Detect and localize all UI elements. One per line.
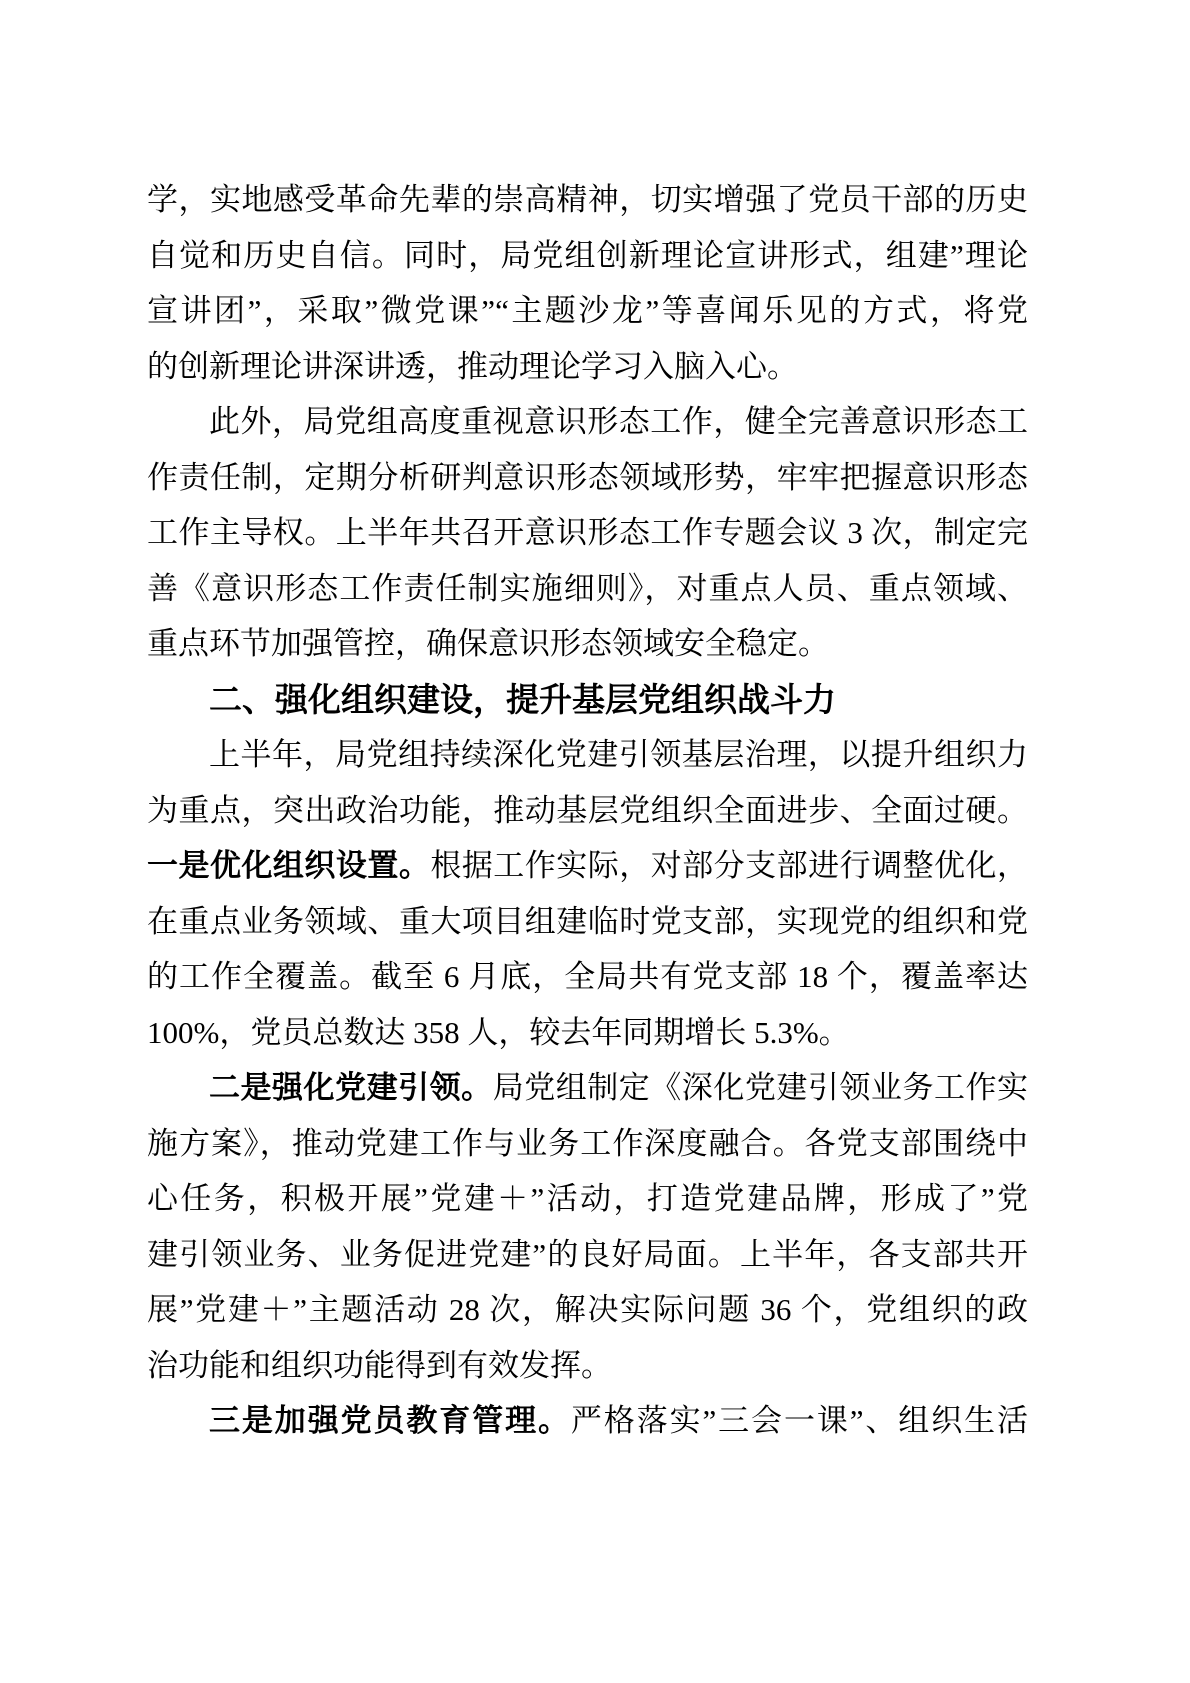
text-line — [147, 228, 1028, 284]
text-line — [147, 838, 1028, 894]
text-segment: 展”党建＋”主题活动 28 次，解决实际问题 36 个，党组织的政 — [147, 1292, 1028, 1327]
text-line — [147, 1060, 1028, 1116]
text-segment: 治功能和组织功能得到有效发挥。 — [147, 1347, 612, 1383]
bold-run-text: 二、强化组织建设，提升基层党组织战斗力 — [209, 680, 836, 718]
bold-run-text: 二是强化党建引领。 — [209, 1070, 493, 1105]
text-segment: 建引领业务、业务促进党建”的良好局面。上半年，各支部共开 — [147, 1236, 1028, 1272]
text-segment: 作责任制，定期分析研判意识形态领域形势，牢牢把握意识形态 — [147, 459, 1028, 495]
text-line — [147, 616, 1028, 672]
text-segment: 上半年，局党组持续深化党建引领基层治理，以提升组织力 — [209, 737, 1028, 772]
text-segment: 的工作全覆盖。截至 6 月底，全局共有党支部 18 个，覆盖率达 — [147, 959, 1028, 994]
text-line — [147, 727, 1028, 783]
text-segment: 心任务，积极开展”党建＋”活动，打造党建品牌，形成了”党 — [147, 1181, 1028, 1216]
text-segment: 100%，党员总数达 358 人，较去年同期增长 5.3%。 — [147, 1014, 850, 1050]
text-segment: 根据工作实际，对部分支部进行调整优化， — [430, 848, 1028, 883]
text-line — [147, 1171, 1028, 1227]
text-line — [147, 561, 1028, 617]
text-line — [147, 339, 1028, 395]
text-line — [147, 450, 1028, 506]
text-line — [147, 783, 1028, 839]
text-line — [147, 1227, 1028, 1283]
text-segment: 为重点，突出政治功能，推动基层党组织全面进步、全面过硬。 — [147, 792, 1028, 828]
section-heading — [147, 672, 1028, 728]
text-line — [147, 1282, 1028, 1338]
text-segment: 宣讲团”，采取”微党课”“主题沙龙”等喜闻乐见的方式，将党 — [147, 293, 1028, 328]
text-line — [147, 949, 1028, 1005]
text-line — [147, 1393, 1028, 1449]
text-segment: 重点环节加强管控，确保意识形态领域安全稳定。 — [147, 626, 829, 661]
document-body — [147, 172, 1028, 1449]
text-segment: 工作主导权。上半年共召开意识形态工作专题会议 3 次，制定完 — [147, 515, 1028, 550]
text-segment: 的创新理论讲深讲透，推动理论学习入脑入心。 — [147, 348, 798, 384]
text-segment: 学，实地感受革命先辈的崇高精神，切实增强了党员干部的历史 — [147, 182, 1028, 217]
text-line — [147, 894, 1028, 950]
text-line — [147, 394, 1028, 450]
text-line — [147, 172, 1028, 228]
bold-run-text: 一是优化组织设置。 — [147, 848, 431, 883]
text-segment: 自觉和历史自信。同时，局党组创新理论宣讲形式，组建”理论 — [147, 237, 1028, 273]
text-segment: 施方案》，推动党建工作与业务工作深度融合。各党支部围绕中 — [147, 1125, 1028, 1161]
bold-run-text: 三是加强党员教育管理。 — [209, 1403, 571, 1438]
text-line — [147, 1338, 1028, 1394]
text-line — [147, 505, 1028, 561]
text-segment: 善《意识形态工作责任制实施细则》，对重点人员、重点领域、 — [147, 570, 1028, 606]
text-line — [147, 283, 1028, 339]
text-segment: 严格落实”三会一课”、组织生活 — [570, 1403, 1028, 1438]
text-line — [147, 1005, 1028, 1061]
text-segment: 此外，局党组高度重视意识形态工作，健全完善意识形态工 — [209, 404, 1028, 439]
text-segment: 局党组制定《深化党建引领业务工作实 — [492, 1070, 1028, 1105]
text-line — [147, 1116, 1028, 1172]
text-segment: 在重点业务领域、重大项目组建临时党支部，实现党的组织和党 — [147, 903, 1028, 939]
